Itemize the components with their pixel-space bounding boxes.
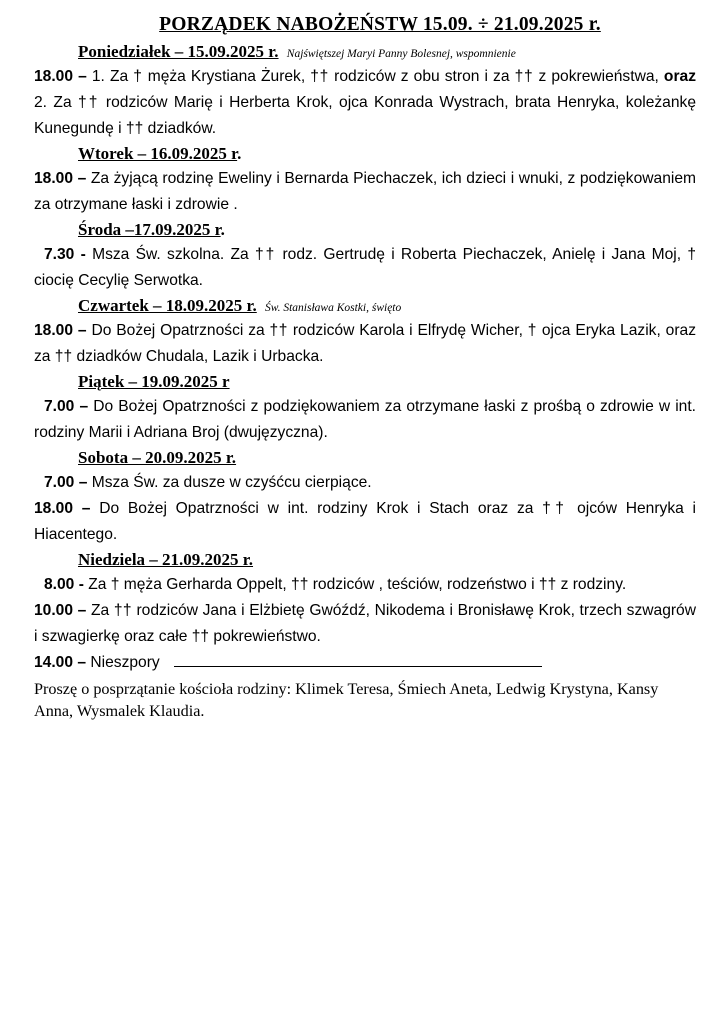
mass-entry <box>34 166 696 218</box>
mass-time: 7.30 <box>44 246 75 263</box>
mass-time: 14.00 <box>34 654 74 671</box>
mass-time: 7.00 <box>44 474 75 491</box>
mass-intention: Nieszpory <box>90 654 160 671</box>
mass-entry <box>34 394 696 446</box>
mass-entry <box>34 572 696 598</box>
separator: - <box>74 246 93 263</box>
mass-entry <box>34 598 696 650</box>
day-heading-sunday <box>78 548 696 572</box>
mass-entry <box>34 242 696 294</box>
day-heading-monday <box>78 40 696 64</box>
mass-time: 8.00 <box>44 576 75 593</box>
mass-intention: Za †† rodziców Jana i Elżbietę Gwóźdź, Nikodema i Bronisławę Krok, trzech szwagrów i szwagierkę oraz całe †† pokrewieństwo. <box>34 602 696 645</box>
mass-intention: Za † męża Gerharda Oppelt, †† rodziców , teściów, rodzeństwo i †† z rodziny. <box>88 576 627 593</box>
day-name: Wtorek – 16.09.2025 r <box>78 144 238 163</box>
day-heading-wednesday <box>78 218 696 242</box>
mass-intention: 1. Za † męża Krystiana Żurek, †† rodziców z obu stron i za †† z pokrewieństwa, <box>91 68 659 85</box>
dash: – <box>74 398 94 415</box>
mass-intention: Msza Św. szkolna. Za †† rodz. Gertrudę i Roberta Piechaczek, Anielę i Jana Moj, † ciocię Cecylię Serwotka. <box>34 246 696 289</box>
blank-line <box>174 652 542 667</box>
day-name: Piątek – 19.09.2025 r <box>78 372 230 391</box>
page-title: PORZĄDEK NABOŻEŃSTW 15.09. ÷ 21.09.2025 r. <box>159 14 601 35</box>
day-name: Niedziela – 21.09.2025 r. <box>78 550 254 569</box>
mass-intention: 2. Za †† rodziców Marię i Herberta Krok, ojca Konrada Wystrach, brata Henryka, koleżankę Kunegundę i †† dziadków. <box>34 94 696 137</box>
mass-time: 18.00 <box>34 68 74 85</box>
mass-time: 18.00 <box>34 322 74 339</box>
mass-intention: Do Bożej Opatrzności z podziękowaniem za otrzymane łaski z prośbą o zdrowie w int. rodziny Marii i Adriana Broj (dwujęzyczna). <box>34 398 696 441</box>
mass-intention-bold: oraz <box>663 68 696 85</box>
day-heading-thursday <box>78 294 696 318</box>
dash: – <box>73 68 92 85</box>
mass-time: 18.00 <box>34 170 74 187</box>
separator: - <box>74 576 89 593</box>
schedule-page <box>34 14 696 722</box>
day-suffix: . <box>237 144 242 163</box>
mass-entry <box>34 470 696 496</box>
dash: – <box>73 500 100 517</box>
day-name: Środa –17.09.2025 r <box>78 220 221 239</box>
dash: – <box>73 322 92 339</box>
mass-entry <box>34 64 696 142</box>
dash: – <box>73 602 91 619</box>
mass-entry <box>34 650 696 676</box>
day-heading-saturday <box>78 446 696 470</box>
day-suffix: . <box>220 220 225 239</box>
mass-entry <box>34 318 696 370</box>
mass-time: 18.00 <box>34 500 74 517</box>
day-name: Poniedziałek – 15.09.2025 r. <box>78 42 279 61</box>
day-note: Najświętszej Maryi Panny Bolesnej, wspomnienie <box>286 48 516 60</box>
day-heading-friday <box>78 370 696 394</box>
mass-intention: Za żyjącą rodzinę Eweliny i Bernarda Piechaczek, ich dzieci i wnuki, z podziękowaniem za otrzymane łaski i zdrowie . <box>34 170 696 213</box>
dash: – <box>73 170 91 187</box>
mass-entry <box>34 496 696 548</box>
mass-intention: Do Bożej Opatrzności w int. rodziny Krok i Stach oraz za †† ojców Henryka i Hiacentego. <box>34 500 697 543</box>
day-heading-tuesday <box>78 142 696 166</box>
mass-intention: Msza Św. za dusze w czyśćcu cierpiące. <box>91 474 372 491</box>
dash: – <box>73 654 91 671</box>
cleaning-notice: Proszę o posprzątanie kościoła rodziny: Klimek Teresa, Śmiech Aneta, Ledwig Krystyna, Kansy Anna, Wysmalek Klaudia. <box>34 680 659 720</box>
day-name: Sobota – 20.09.2025 r. <box>78 448 237 467</box>
mass-intention: Do Bożej Opatrzności za †† rodziców Karola i Elfrydę Wicher, † ojca Eryka Lazik, oraz za †† dziadków Chudala, Lazik i Urbacka. <box>34 322 696 365</box>
day-note: Św. Stanisława Kostki, święto <box>265 302 402 314</box>
day-name: Czwartek – 18.09.2025 r. <box>78 296 257 315</box>
mass-time: 10.00 <box>34 602 74 619</box>
dash: – <box>74 474 92 491</box>
mass-time: 7.00 <box>44 398 75 415</box>
